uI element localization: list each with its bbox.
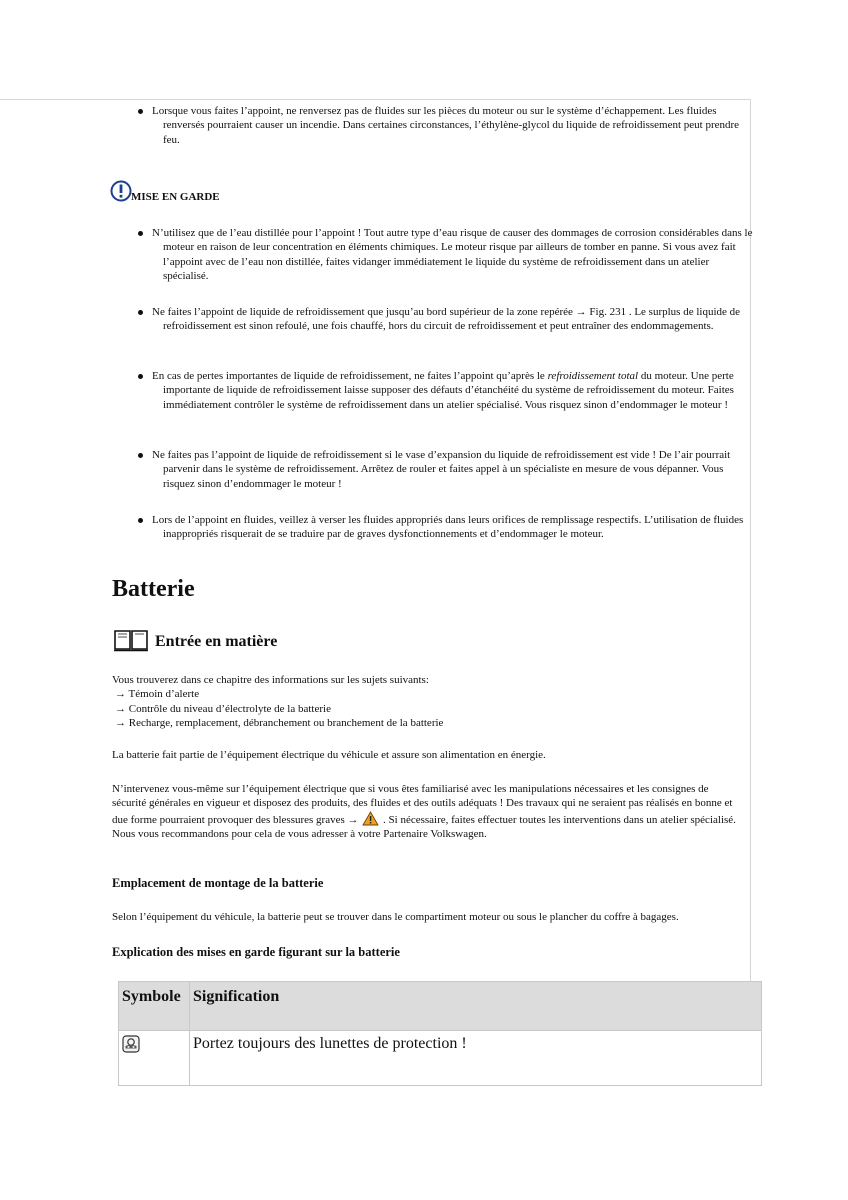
mounting-heading: Emplacement de montage de la batterie: [112, 876, 324, 890]
book-icon: [113, 628, 149, 652]
intro-heading-text: Entrée en matière: [155, 633, 278, 650]
section-title: Batterie: [112, 576, 195, 602]
paragraph: Selon l’équipement du véhicule, la batterie peut se trouver dans le compartiment moteur ou sous le plancher du coffre à bagages.: [112, 911, 679, 923]
bullet-dot: [138, 453, 143, 458]
paragraph: La batterie fait partie de l’équipement électrique du véhicule et assure son alimentation en énergie.: [112, 749, 546, 761]
caution-icon: [110, 180, 132, 202]
bullet-dot: [138, 374, 143, 379]
list-item: Ne faites l’appoint de liquide de refroidissement que jusqu’au bord supérieur de la zone repérée → Fig. 231 . Le surplus de liquide de refroidissement est sinon refoulé, une fois chauffé, hors du circuit de refroidissement et peut entraîner des endommagements.: [152, 305, 753, 334]
topic-lead: Vous trouverez dans ce chapitre des informations sur les sujets suivants:: [112, 674, 429, 686]
topic-link-warning-light[interactable]: → Témoin d’alerte: [115, 688, 200, 701]
meaning-cell: Portez toujours des lunettes de protection !: [190, 1031, 762, 1086]
symbol-cell: [119, 1031, 190, 1086]
topic-link-charging[interactable]: → Recharge, remplacement, débranchement ou branchement de la batterie: [115, 717, 444, 730]
paragraph: N’intervenez vous-même sur l’équipement électrique que si vous êtes familiarisé avec les manipulations nécessaires et les consignes de sécurité générales en vigueur et disposez des produits, des fluides et des outils adéquats ! Des travaux qui ne seraient pas réalisés en bonne et due forme pourraient provoquer des blessures graves → . Si nécessaire, faites effectuer toutes les interventions dans un atelier spécialisé. Nous vous recommandons pour cela de vous adresser à votre Partenaire Volkswagen.: [112, 783, 736, 841]
table-row: [119, 1031, 762, 1086]
bullet-dot: [138, 518, 143, 523]
list-item: Lors de l’appoint en fluides, veillez à verser les fluides appropriés dans leurs orifices de remplissage respectifs. L’utilisation de fluides inappropriés risquerait de se traduire par de graves dysfonctionnements et d’endommager le moteur.: [152, 513, 753, 542]
list-item: Lorsque vous faites l’appoint, ne renversez pas de fluides sur les pièces du moteur ou sur le système d’échappement. Les fluides renversés pourraient causer un incendie. Dans certaines circonstances, l’éthylène-glycol du liquide de refroidissement peut prendre feu.: [152, 104, 753, 147]
list-item: En cas de pertes importantes de liquide de refroidissement, ne faites l’appoint qu’après le refroidissement total du moteur. Une perte importante de liquide de refroidissement laisse supposer des défauts d’étanchéité du système de refroidissement du moteur. Faites immédiatement contrôler le système de refroidissement dans un atelier spécialisé. Vous risquez sinon d’endommager le moteur !: [152, 369, 753, 412]
column-header-symbol: Symbole: [119, 982, 190, 1031]
frame-top-border: [0, 99, 751, 100]
warnings-table: [118, 981, 762, 1086]
caution-title: MISE EN GARDE: [131, 191, 220, 203]
topic-link-electrolyte[interactable]: → Contrôle du niveau d’électrolyte de la batterie: [115, 702, 331, 715]
list-item: Ne faites pas l’appoint de liquide de refroidissement si le vase d’expansion du liquide de refroidissement est vide ! De l’air pourrait parvenir dans le système de refroidissement. Arrêtez de rouler et faites appel à un spécialiste en mesure de vous dépanner. Vous risquez sinon d’endommager le moteur !: [152, 448, 753, 491]
table-header-row: [119, 982, 762, 1031]
list-item: N’utilisez que de l’eau distillée pour l’appoint ! Tout autre type d’eau risque de causer des dommages de corrosion considérables dans le moteur en raison de leur concentration en éléments chimiques. Le moteur risque par ailleurs de tomber en panne. Si vous avez fait l’appoint avec de l’eau non distillée, faites vidanger immédiatement le liquide du système de refroidissement dans un atelier spécialisé.: [152, 226, 753, 284]
warnings-table-heading: Explication des mises en garde figurant sur la batterie: [112, 945, 400, 959]
topic-list: [112, 673, 742, 731]
column-header-meaning: Signification: [190, 982, 762, 1031]
bullet-dot: [138, 231, 143, 236]
bullet-dot: [138, 109, 143, 114]
goggles-icon: [122, 1035, 140, 1053]
bullet-dot: [138, 310, 143, 315]
warning-triangle-icon[interactable]: [362, 811, 379, 826]
